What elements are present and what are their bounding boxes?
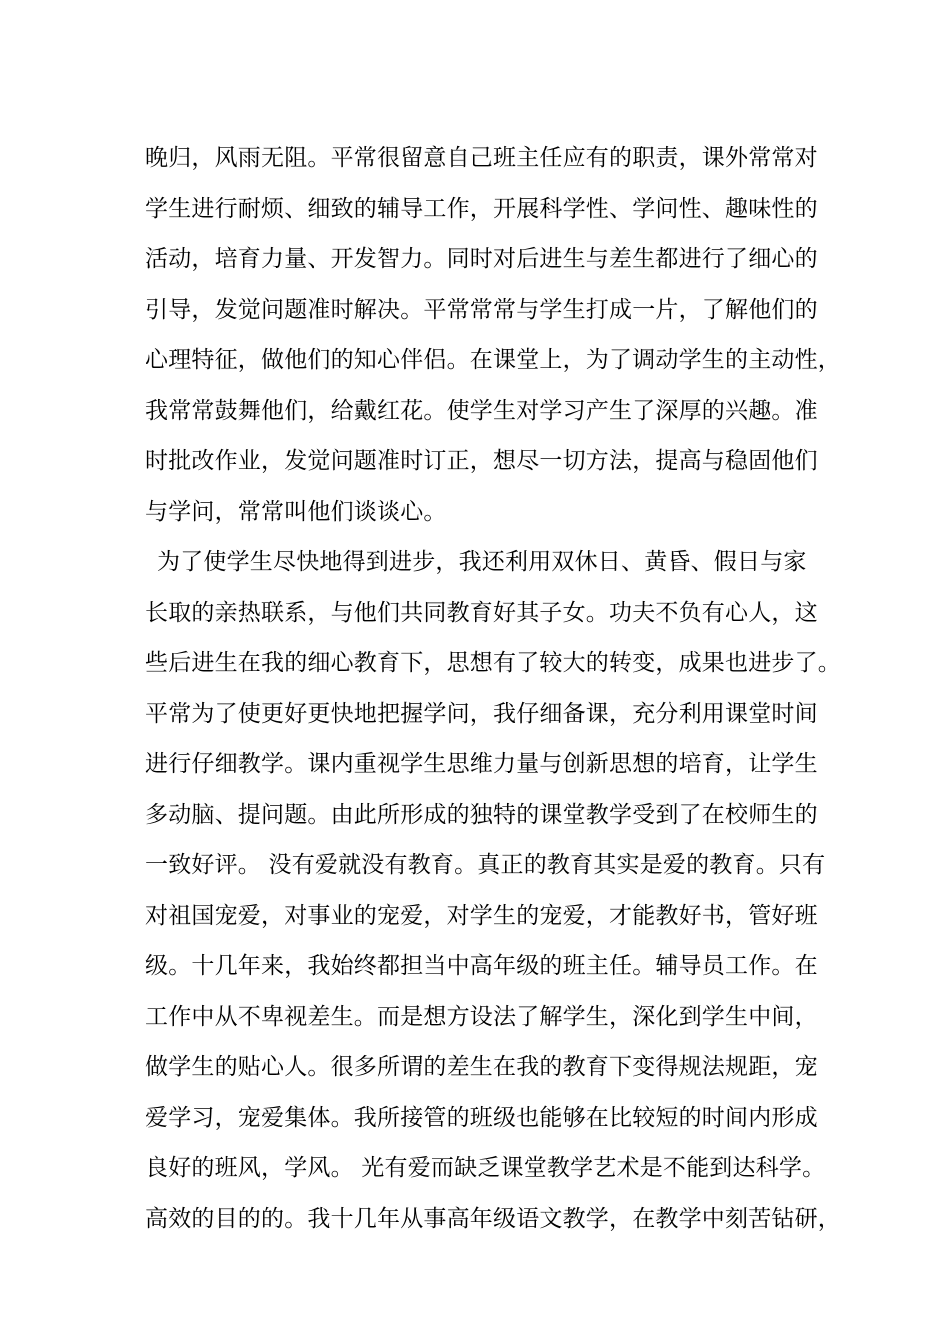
text-line: 平常为了使更好更快地把握学问，我仔细备课，充分利用课堂时间 xyxy=(145,700,818,727)
text-line: 做学生的贴心人。很多所谓的差生在我的教育下变得规法规距，宠 xyxy=(145,1054,818,1080)
text-line: 工作中从不卑视差生。而是想方设法了解学生，深化到学生中间， xyxy=(145,1003,818,1030)
text-line: 爱学习，宠爱集体。我所接管的班级也能够在比较短的时间内形成 xyxy=(145,1104,818,1131)
text-line: 引导，发觉问题准时解决。平常常常与学生打成一片，了解他们的 xyxy=(145,296,818,323)
text-line: 与学问，常常叫他们谈谈心。 xyxy=(145,498,447,525)
body-text xyxy=(145,133,841,1244)
text-line: 晚归，风雨无阻。平常很留意自己班主任应有的职责，课外常常对 xyxy=(145,145,818,171)
text-line: 心理特征，做他们的知心伴侣。在课堂上，为了调动学生的主动性， xyxy=(145,347,841,373)
text-line: 学生进行耐烦、细致的辅导工作，开展科学性、学问性、趣味性的 xyxy=(145,195,818,222)
text-line: 多动脑、提问题。由此所形成的独特的课堂教学受到了在校师生的 xyxy=(145,801,818,828)
text-line: 我常常鼓舞他们，给戴红花。使学生对学习产生了深厚的兴趣。准 xyxy=(145,397,818,424)
text-line: 活动，培育力量、开发智力。同时对后进生与差生都进行了细心的 xyxy=(145,246,818,272)
text-line: 进行仔细教学。课内重视学生思维力量与创新思想的培育，让学生 xyxy=(145,751,818,777)
text-line: 些后进生在我的细心教育下，思想有了较大的转变，成果也进步了。 xyxy=(145,650,841,676)
text-line: 级。十几年来，我始终都担当中高年级的班主任。辅导员工作。在 xyxy=(145,953,818,979)
text-line: 对祖国宠爱，对事业的宠爱，对学生的宠爱，才能教好书，管好班 xyxy=(145,902,818,929)
text-line: 时批改作业，发觉问题准时订正，想尽一切方法，提高与稳固他们 xyxy=(145,448,818,474)
text-line: 长取的亲热联系，与他们共同教育好其子女。功夫不负有心人，这 xyxy=(145,599,818,626)
text-line: 高效的目的的。我十几年从事高年级语文教学，在教学中刻苦钻研， xyxy=(145,1205,841,1232)
text-line: 良好的班风，学风。 光有爱而缺乏课堂教学艺术是不能到达科学。 xyxy=(145,1155,826,1181)
paragraph-start-line: 为了使学生尽快地得到进步，我还利用双休日、黄昏、假日与家 xyxy=(157,549,807,575)
text-line: 一致好评。 没有爱就没有教育。真正的教育其实是爱的教育。只有 xyxy=(145,852,826,878)
